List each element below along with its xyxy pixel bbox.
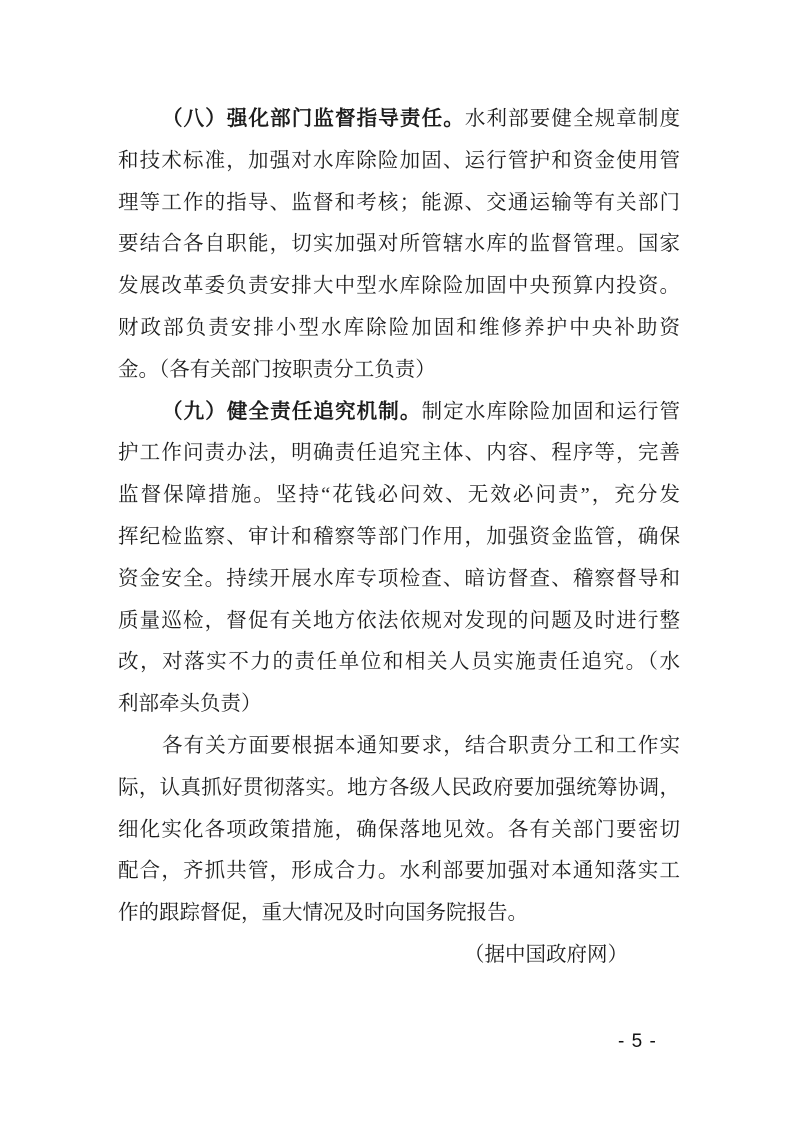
body-text: 利部牵头负责）: [118, 693, 262, 716]
text-line: [118, 768, 680, 810]
body-text: 改，对落实不力的责任单位和相关人员实施责任追究。（水: [118, 651, 680, 674]
page-number: - 5 -: [618, 1031, 657, 1052]
attribution: （据中国政府网）: [464, 943, 628, 966]
text-line: [118, 601, 680, 643]
body-text: 监督保障措施。坚持“花钱必问效、无效必问责”，充分发: [118, 484, 680, 507]
text-line: [118, 433, 680, 475]
body-text: 制定水库除险加固和运行管: [421, 400, 681, 423]
section-heading: （九）健全责任追究机制。: [162, 400, 422, 423]
body-text: 要结合各自职能，切实加强对所管辖水库的监督管理。国家: [118, 233, 680, 256]
text-line: [118, 141, 680, 183]
text-line: [118, 851, 680, 893]
body-text: 水利部要健全规章制度: [464, 108, 681, 130]
body-text: 各有关方面要根据本通知要求，结合职责分工和工作实: [162, 734, 680, 757]
text-line: [118, 893, 680, 935]
body-text: 和技术标准，加强对水库除险加固、运行管护和资金使用管: [118, 149, 680, 172]
text-line: [118, 684, 680, 726]
document-body: [118, 99, 680, 977]
paragraph: [118, 726, 680, 935]
text-line: [118, 392, 680, 434]
text-line: [118, 308, 680, 350]
body-text: 金。（各有关部门按职责分工负责）: [118, 358, 436, 381]
body-text: 际，认真抓好贯彻落实。地方各级人民政府要加强统筹协调，: [118, 776, 680, 799]
body-text: 挥纪检监察、审计和稽察等部门作用，加强资金监管，确保: [118, 525, 680, 548]
body-text: 细化实化各项政策措施，确保落地见效。各有关部门要密切: [118, 818, 680, 841]
paragraph: [118, 392, 680, 726]
body-text: 资金安全。持续开展水库专项检查、暗访督查、稽察督导和: [118, 567, 680, 590]
paragraph: [118, 99, 680, 392]
text-line: [118, 183, 680, 225]
section-heading: （八）强化部门监督指导责任。: [162, 108, 465, 130]
text-line: [118, 726, 680, 768]
body-text: 财政部负责安排小型水库除险加固和维修养护中央补助资: [118, 316, 680, 339]
text-line: [118, 559, 680, 601]
text-line: [118, 224, 680, 266]
body-text: 作的跟踪督促，重大情况及时向国务院报告。: [118, 902, 528, 925]
text-line: [118, 475, 680, 517]
body-text: 配合，齐抓共管，形成合力。水利部要加强对本通知落实工: [118, 860, 680, 883]
text-line: [118, 99, 680, 141]
body-text: 发展改革委负责安排大中型水库除险加固中央预算内投资。: [118, 275, 680, 298]
body-text: 护工作问责办法，明确责任追究主体、内容、程序等，完善: [118, 442, 680, 465]
text-line: [118, 266, 680, 308]
text-line: [118, 810, 680, 852]
text-line: [118, 350, 680, 392]
text-line: [118, 642, 680, 684]
body-text: 质量巡检，督促有关地方依法依规对发现的问题及时进行整: [118, 609, 680, 632]
body-text: 理等工作的指导、监督和考核；能源、交通运输等有关部门: [118, 191, 680, 214]
text-line: [118, 517, 680, 559]
